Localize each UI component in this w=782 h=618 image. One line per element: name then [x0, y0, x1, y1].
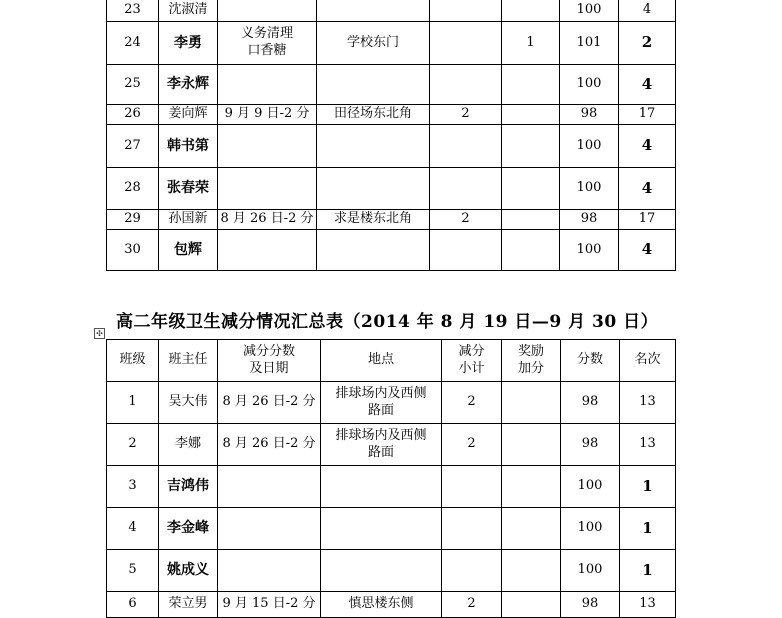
header-row — [107, 340, 676, 382]
cell-subtotal: 2 — [442, 382, 502, 424]
cell-teacher: 张春荣 — [159, 168, 218, 210]
header-place: 地点 — [321, 340, 442, 382]
cell-place — [317, 230, 430, 271]
cell-subtotal: 2 — [430, 210, 502, 230]
cell-subtotal — [442, 550, 502, 592]
cell-bonus: 1 — [502, 22, 560, 65]
cell-place — [317, 125, 430, 168]
cell-score: 100 — [561, 550, 620, 592]
cell-class: 29 — [107, 210, 159, 230]
table-row — [107, 550, 676, 592]
cell-place — [317, 0, 430, 22]
cell-class: 28 — [107, 168, 159, 210]
cell-bonus — [502, 592, 561, 618]
cell-place — [317, 168, 430, 210]
cell-place — [321, 466, 442, 508]
cell-rank: 1 — [620, 550, 676, 592]
cell-deduction: 9 月 15 日-2 分 — [218, 592, 321, 618]
cell-rank: 13 — [620, 424, 676, 466]
cell-subtotal — [430, 22, 502, 65]
header-rank: 名次 — [620, 340, 676, 382]
cell-subtotal: 2 — [442, 592, 502, 618]
cell-teacher: 李金峰 — [159, 508, 218, 550]
cell-subtotal — [430, 125, 502, 168]
cell-class: 4 — [107, 508, 159, 550]
table-row — [107, 382, 676, 424]
cell-bonus — [502, 230, 560, 271]
cell-bonus — [502, 550, 561, 592]
cell-deduction — [218, 550, 321, 592]
hygiene-summary-table — [106, 339, 676, 618]
cell-teacher: 韩书第 — [159, 125, 218, 168]
cell-class: 23 — [107, 0, 159, 22]
cell-teacher: 吴大伟 — [159, 382, 218, 424]
table-move-handle-icon[interactable]: ✣ — [94, 328, 105, 339]
cell-teacher: 李勇 — [159, 22, 218, 65]
cell-deduction — [218, 0, 317, 22]
header-bonus: 奖励 加分 — [502, 340, 561, 382]
cell-rank: 4 — [619, 65, 676, 105]
cell-score: 100 — [560, 168, 619, 210]
cell-rank: 17 — [619, 210, 676, 230]
cell-deduction — [218, 466, 321, 508]
cell-class: 2 — [107, 424, 159, 466]
cell-score: 98 — [560, 105, 619, 125]
cell-score: 100 — [560, 230, 619, 271]
cell-score: 98 — [560, 210, 619, 230]
cell-deduction: 8 月 26 日-2 分 — [218, 210, 317, 230]
cell-rank: 17 — [619, 105, 676, 125]
cell-place: 慎思楼东侧 — [321, 592, 442, 618]
cell-deduction — [218, 125, 317, 168]
cell-score: 98 — [561, 424, 620, 466]
cell-score: 100 — [561, 466, 620, 508]
table-row — [107, 210, 676, 230]
cell-score: 100 — [560, 125, 619, 168]
cell-subtotal — [442, 508, 502, 550]
cell-class: 26 — [107, 105, 159, 125]
header-deduction: 减分分数 及日期 — [218, 340, 321, 382]
cell-teacher: 姚成义 — [159, 550, 218, 592]
cell-rank: 1 — [620, 466, 676, 508]
hygiene-table-continued — [106, 0, 676, 271]
cell-deduction: 9 月 9 日-2 分 — [218, 105, 317, 125]
cell-subtotal — [442, 466, 502, 508]
cell-score: 101 — [560, 22, 619, 65]
table-row — [107, 65, 676, 105]
cell-teacher: 孙国新 — [159, 210, 218, 230]
cell-rank: 4 — [619, 168, 676, 210]
table-row — [107, 125, 676, 168]
cell-deduction: 8 月 26 日-2 分 — [218, 382, 321, 424]
cell-score: 98 — [561, 382, 620, 424]
cell-subtotal — [430, 65, 502, 105]
cell-class: 27 — [107, 125, 159, 168]
cell-class: 6 — [107, 592, 159, 618]
cell-place: 排球场内及西侧 路面 — [321, 424, 442, 466]
cell-deduction: 8 月 26 日-2 分 — [218, 424, 321, 466]
cell-teacher: 荣立男 — [159, 592, 218, 618]
cell-score: 98 — [561, 592, 620, 618]
cell-deduction — [218, 230, 317, 271]
cell-bonus — [502, 168, 560, 210]
cell-class: 1 — [107, 382, 159, 424]
cell-subtotal — [430, 168, 502, 210]
cell-rank: 13 — [620, 382, 676, 424]
table-title: 高二年级卫生减分情况汇总表（2014 年 8 月 19 日—9 月 30 日） — [116, 312, 659, 332]
cell-class: 24 — [107, 22, 159, 65]
cell-place — [321, 508, 442, 550]
cell-teacher: 李永辉 — [159, 65, 218, 105]
cell-rank: 4 — [619, 230, 676, 271]
cell-subtotal — [430, 230, 502, 271]
cell-teacher: 包辉 — [159, 230, 218, 271]
cell-teacher: 李娜 — [159, 424, 218, 466]
cell-bonus — [502, 382, 561, 424]
table-row — [107, 508, 676, 550]
cell-subtotal — [430, 0, 502, 22]
cell-bonus — [502, 125, 560, 168]
table-row — [107, 424, 676, 466]
cell-score: 100 — [560, 65, 619, 105]
header-class: 班级 — [107, 340, 159, 382]
cell-place: 排球场内及西侧 路面 — [321, 382, 442, 424]
cell-class: 5 — [107, 550, 159, 592]
cell-deduction — [218, 168, 317, 210]
cell-teacher: 吉鸿伟 — [159, 466, 218, 508]
table-row — [107, 592, 676, 618]
cell-place: 田径场东北角 — [317, 105, 430, 125]
cell-place: 学校东门 — [317, 22, 430, 65]
table-row — [107, 0, 676, 22]
cell-deduction: 义务清理 口香糖 — [218, 22, 317, 65]
table-row — [107, 105, 676, 125]
header-score: 分数 — [561, 340, 620, 382]
cell-bonus — [502, 0, 560, 22]
header-subtotal: 减分 小计 — [442, 340, 502, 382]
cell-place — [317, 65, 430, 105]
cell-bonus — [502, 508, 561, 550]
cell-bonus — [502, 466, 561, 508]
cell-place: 求是楼东北角 — [317, 210, 430, 230]
cell-deduction — [218, 65, 317, 105]
cell-place — [321, 550, 442, 592]
cell-rank: 4 — [619, 125, 676, 168]
table-row — [107, 22, 676, 65]
cell-rank: 13 — [620, 592, 676, 618]
header-teacher: 班主任 — [159, 340, 218, 382]
cell-bonus — [502, 210, 560, 230]
cell-class: 25 — [107, 65, 159, 105]
table-row — [107, 466, 676, 508]
table-row — [107, 230, 676, 271]
cell-subtotal: 2 — [442, 424, 502, 466]
cell-bonus — [502, 105, 560, 125]
cell-class: 3 — [107, 466, 159, 508]
cell-score: 100 — [560, 0, 619, 22]
table-row — [107, 168, 676, 210]
cell-rank: 2 — [619, 22, 676, 65]
cell-rank: 1 — [620, 508, 676, 550]
cell-bonus — [502, 424, 561, 466]
cell-teacher: 沈淑清 — [159, 0, 218, 22]
cell-class: 30 — [107, 230, 159, 271]
cell-score: 100 — [561, 508, 620, 550]
cell-bonus — [502, 65, 560, 105]
cell-rank: 4 — [619, 0, 676, 22]
cell-subtotal: 2 — [430, 105, 502, 125]
cell-teacher: 姜向辉 — [159, 105, 218, 125]
cell-deduction — [218, 508, 321, 550]
